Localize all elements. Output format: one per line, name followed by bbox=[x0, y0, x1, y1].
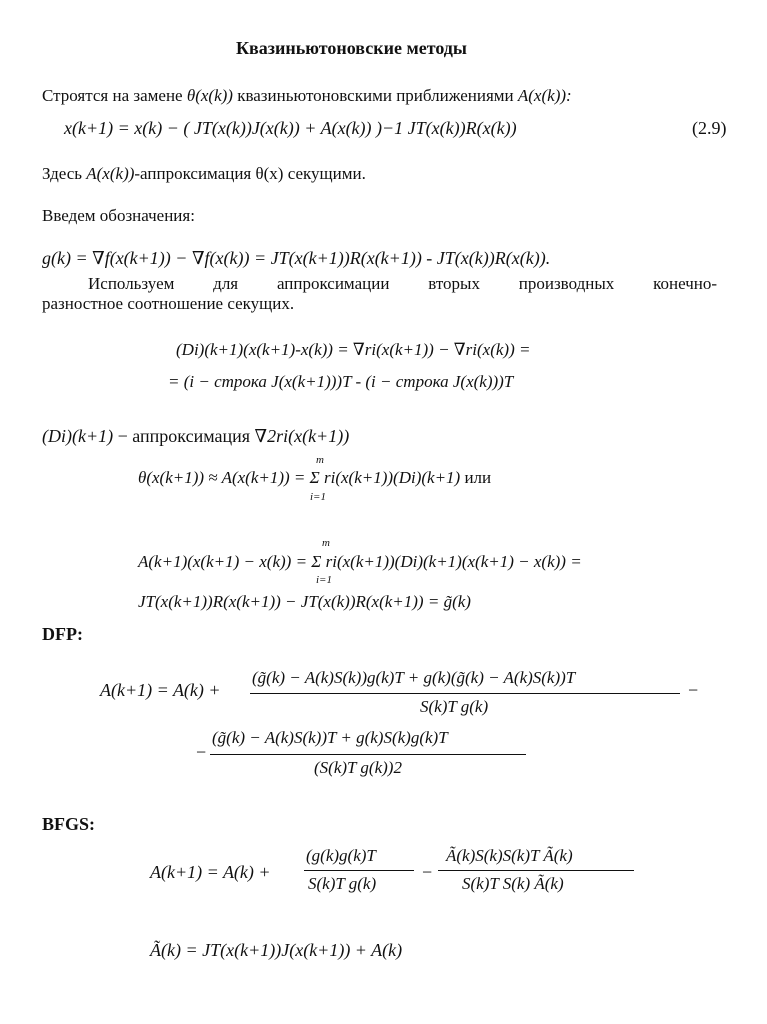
here-symbol: A(x(k)) bbox=[86, 164, 135, 183]
dfp-label: DFP: bbox=[42, 624, 83, 644]
bfgs-atilde-definition: Ã(k) = JT(x(k+1))J(x(k+1)) + A(k) bbox=[150, 940, 403, 960]
paragraph-line-1: Используем для аппроксимации вторых производных конечно- bbox=[88, 274, 717, 293]
equation-2-9: x(k+1) = x(k) − ( JT(x(k))J(x(k)) + A(x(k)) )−1 JT(x(k))R(x(k)) bbox=[64, 118, 517, 138]
equation-number: (2.9) bbox=[692, 118, 727, 138]
secant-equation-line-1: A(k+1)(x(k+1) − x(k)) = Σ ri(x(k+1))(Di)(k+1)(x(k+1) − x(k)) = bbox=[138, 552, 582, 571]
dfp-lhs: A(k+1) = A(k) + bbox=[100, 680, 221, 700]
intro-text-before: Строятся на замене bbox=[42, 86, 187, 105]
theta-formula: θ(x(k+1)) ≈ A(x(k+1)) = Σ ri(x(k+1))(Di)(k+1) bbox=[138, 468, 461, 487]
theta-approximation bbox=[138, 468, 491, 488]
dfp-fraction-bar-2 bbox=[210, 754, 526, 755]
secant-line-2: = (i − строка J(x(k+1)))T - (i − строка J(x(k)))T bbox=[168, 372, 514, 391]
here-suffix: -аппроксимация θ(x) секущими. bbox=[134, 164, 366, 183]
di-symbol: (Di)(k+1) bbox=[42, 426, 114, 446]
di-target: ∇2ri(x(k+1)) bbox=[254, 426, 350, 446]
notation-intro: Введем обозначения: bbox=[42, 206, 195, 225]
bfgs-denominator-2: S(k)T S(k) Ã(k) bbox=[462, 874, 564, 893]
bfgs-lhs: A(k+1) = A(k) + bbox=[150, 862, 271, 882]
intro-approx: A(x(k)): bbox=[517, 86, 572, 105]
here-prefix: Здесь bbox=[42, 164, 87, 183]
secant-sum-top: m bbox=[322, 537, 330, 549]
bfgs-label: BFGS: bbox=[42, 814, 96, 834]
theta-sum-top: m bbox=[316, 454, 324, 466]
dfp-minus-1: − bbox=[688, 680, 699, 700]
bfgs-fraction-bar-2 bbox=[438, 870, 634, 871]
bfgs-minus: − bbox=[422, 862, 433, 882]
dfp-numerator-1: (g̃(k) − A(k)S(k))g(k)T + g(k)(g̃(k) − A(k)S(k))T bbox=[252, 668, 576, 687]
theta-or: или bbox=[464, 468, 492, 487]
secant-sum-bottom: i=1 bbox=[316, 574, 332, 586]
bfgs-numerator-1: (g(k)g(k)T bbox=[306, 846, 376, 865]
di-text: − аппроксимация bbox=[113, 426, 255, 446]
here-line bbox=[42, 164, 366, 184]
theta-sum-bottom: i=1 bbox=[310, 491, 326, 503]
bfgs-fraction-bar-1 bbox=[304, 870, 414, 871]
g-definition: g(k) = ∇f(x(k+1)) − ∇f(x(k)) = JT(x(k+1))R(x(k+1)) - JT(x(k))R(x(k)). bbox=[42, 248, 551, 268]
dfp-denominator-1: S(k)T g(k) bbox=[420, 697, 489, 716]
intro-theta: θ(x(k)) bbox=[186, 86, 233, 105]
dfp-minus-2: − bbox=[196, 742, 207, 762]
dfp-denominator-2: (S(k)T g(k))2 bbox=[314, 758, 402, 777]
bfgs-numerator-2: Ã(k)S(k)S(k)T Ã(k) bbox=[446, 846, 573, 865]
dfp-numerator-2: (g̃(k) − A(k)S(k))T + g(k)S(k)g(k)T bbox=[212, 728, 448, 747]
paragraph-line-2: разностное соотношение секущих. bbox=[42, 294, 295, 313]
intro-line bbox=[42, 86, 572, 106]
page-title: Квазиньютоновские методы bbox=[236, 38, 467, 58]
secant-equation-line-2: JT(x(k+1))R(x(k+1)) − JT(x(k))R(x(k+1)) = g̃(k) bbox=[138, 592, 471, 611]
bfgs-denominator-1: S(k)T g(k) bbox=[308, 874, 377, 893]
di-approximation bbox=[42, 426, 349, 447]
dfp-fraction-bar-1 bbox=[250, 693, 680, 694]
intro-text-middle: квазиньютоновскими приближениями bbox=[232, 86, 518, 105]
secant-line-1: (Di)(k+1)(x(k+1)-x(k)) = ∇ri(x(k+1)) − ∇ri(x(k)) = bbox=[176, 340, 531, 359]
